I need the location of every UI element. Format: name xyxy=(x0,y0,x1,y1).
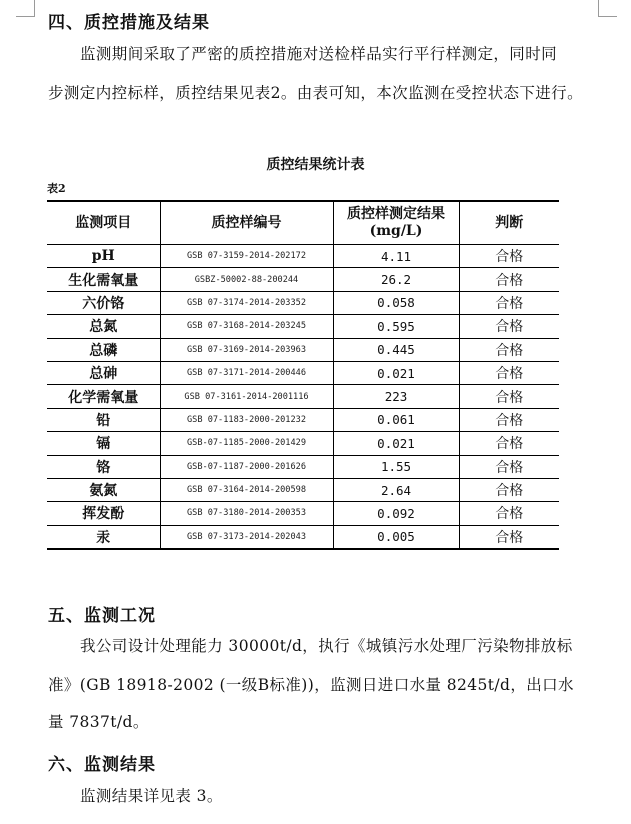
cell-item: 总氮 xyxy=(47,315,160,338)
cell-item: 氨氮 xyxy=(47,478,160,501)
header-result xyxy=(333,201,459,245)
cell-code: GSB 07-3171-2014-200446 xyxy=(160,361,333,384)
table-row xyxy=(47,291,559,314)
table-caption: 质控结果统计表 xyxy=(266,157,365,173)
cell-verdict: 合格 xyxy=(459,432,559,455)
table-row xyxy=(47,385,559,408)
page-corner-mark-left xyxy=(16,0,35,17)
cell-code: GSB 07-3159-2014-202172 xyxy=(160,245,333,268)
cell-verdict: 合格 xyxy=(459,502,559,525)
section-5-heading: 五、监测工况 xyxy=(48,606,156,626)
cell-result: 0.595 xyxy=(333,315,459,338)
quality-control-table xyxy=(47,200,559,550)
cell-code: GSB 07-3174-2014-203352 xyxy=(160,291,333,314)
cell-verdict: 合格 xyxy=(459,338,559,361)
table-number: 表2 xyxy=(47,182,66,195)
cell-item: 化学需氧量 xyxy=(47,385,160,408)
table-row xyxy=(47,408,559,431)
table-row xyxy=(47,525,559,549)
cell-verdict: 合格 xyxy=(459,478,559,501)
cell-item: pH xyxy=(47,245,160,268)
cell-item: 六价铬 xyxy=(47,291,160,314)
header-code: 质控样编号 xyxy=(160,201,333,245)
section-6-paragraph-line-1: 监测结果详见表 3。 xyxy=(80,787,223,805)
section-4-paragraph-line-2: 步测定内控标样，质控结果见表2。由表可知，本次监测在受控状态下进行。 xyxy=(48,84,583,102)
cell-result: 4.11 xyxy=(333,245,459,268)
table-row xyxy=(47,245,559,268)
cell-verdict: 合格 xyxy=(459,315,559,338)
cell-code: GSB 07-3180-2014-200353 xyxy=(160,502,333,525)
cell-code: GSB 07-3169-2014-203963 xyxy=(160,338,333,361)
cell-verdict: 合格 xyxy=(459,525,559,549)
header-verdict: 判断 xyxy=(459,201,559,245)
table-header-row xyxy=(47,201,559,245)
table-row xyxy=(47,432,559,455)
cell-verdict: 合格 xyxy=(459,291,559,314)
table-row xyxy=(47,361,559,384)
cell-item: 总磷 xyxy=(47,338,160,361)
cell-result: 26.2 xyxy=(333,268,459,291)
cell-code: GSB-07-1187-2000-201626 xyxy=(160,455,333,478)
page-corner-mark-right xyxy=(598,0,617,17)
cell-item: 镉 xyxy=(47,432,160,455)
table-row xyxy=(47,455,559,478)
cell-result: 0.058 xyxy=(333,291,459,314)
section-5-paragraph-line-3: 量 7837t/d。 xyxy=(48,713,149,731)
table-row xyxy=(47,268,559,291)
cell-code: GSB 07-3164-2014-200598 xyxy=(160,478,333,501)
table-row xyxy=(47,315,559,338)
cell-verdict: 合格 xyxy=(459,361,559,384)
cell-result: 0.092 xyxy=(333,502,459,525)
cell-item: 总砷 xyxy=(47,361,160,384)
cell-code: GSB 07-3173-2014-202043 xyxy=(160,525,333,549)
cell-verdict: 合格 xyxy=(459,385,559,408)
table-row xyxy=(47,502,559,525)
cell-verdict: 合格 xyxy=(459,245,559,268)
cell-verdict: 合格 xyxy=(459,268,559,291)
cell-result: 2.64 xyxy=(333,478,459,501)
header-result-label: 质控样测定结果 xyxy=(347,206,445,222)
section-5-paragraph-line-2: 准》(GB 18918-2002 (一级B标准))，监测日进口水量 8245t/d，出口水 xyxy=(48,676,574,694)
cell-code: GSB 07-3161-2014-2001116 xyxy=(160,385,333,408)
section-6-heading: 六、监测结果 xyxy=(48,755,156,775)
cell-result: 1.55 xyxy=(333,455,459,478)
section-4-paragraph-line-1: 监测期间采取了严密的质控措施对送检样品实行平行样测定，同时同 xyxy=(80,45,558,63)
section-5-paragraph-line-1: 我公司设计处理能力 30000t/d，执行《城镇污水处理厂污染物排放标 xyxy=(80,637,573,655)
cell-result: 0.445 xyxy=(333,338,459,361)
header-result-unit: (mg/L) xyxy=(369,223,423,239)
cell-code: GSB 07-1183-2000-201232 xyxy=(160,408,333,431)
table-row xyxy=(47,338,559,361)
cell-item: 挥发酚 xyxy=(47,502,160,525)
section-4-heading: 四、质控措施及结果 xyxy=(48,13,210,33)
cell-result: 223 xyxy=(333,385,459,408)
header-item: 监测项目 xyxy=(47,201,160,245)
cell-result: 0.061 xyxy=(333,408,459,431)
table-row xyxy=(47,478,559,501)
cell-result: 0.005 xyxy=(333,525,459,549)
cell-item: 生化需氧量 xyxy=(47,268,160,291)
cell-code: GSB-07-1185-2000-201429 xyxy=(160,432,333,455)
cell-result: 0.021 xyxy=(333,361,459,384)
cell-code: GSBZ-50002-88-200244 xyxy=(160,268,333,291)
cell-code: GSB 07-3168-2014-203245 xyxy=(160,315,333,338)
cell-verdict: 合格 xyxy=(459,455,559,478)
cell-item: 汞 xyxy=(47,525,160,549)
cell-item: 铬 xyxy=(47,455,160,478)
cell-verdict: 合格 xyxy=(459,408,559,431)
cell-item: 铅 xyxy=(47,408,160,431)
cell-result: 0.021 xyxy=(333,432,459,455)
